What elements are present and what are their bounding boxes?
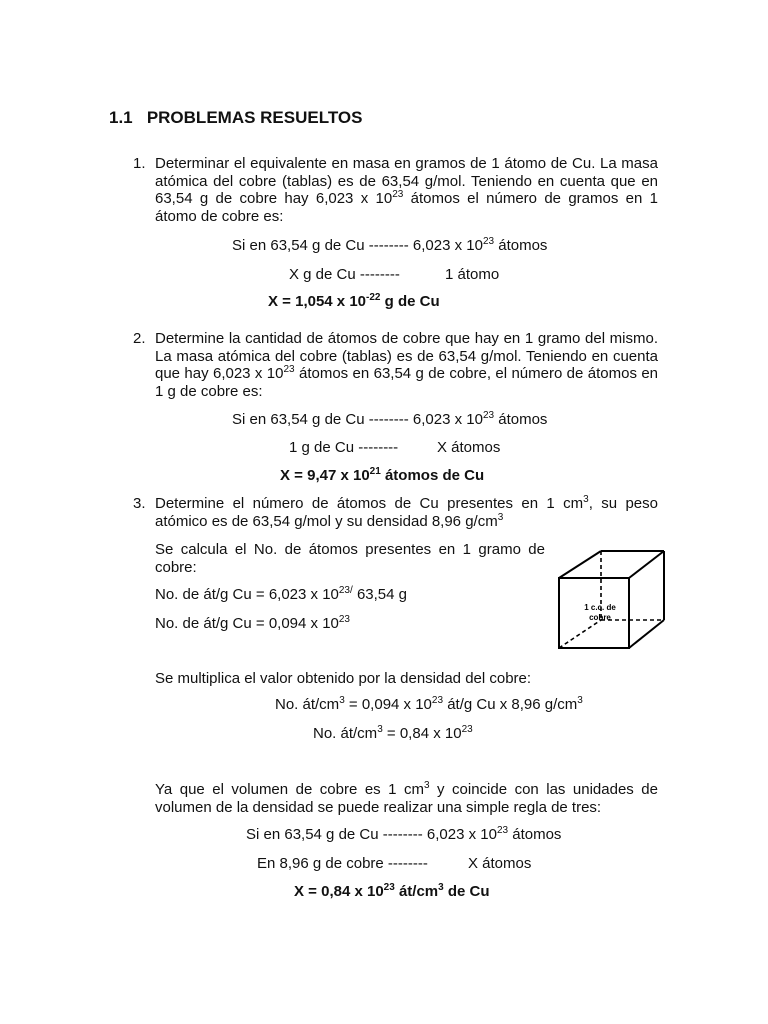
section-title: PROBLEMAS RESUELTOS (146, 108, 363, 127)
problem-3-calc-line-2: No. de át/g Cu = 0,094 x $10^{23}$ (155, 614, 350, 632)
problem-1-statement: Determinar el equivalente en masa en gramos de 1 átomo de Cu. La masa atómica del cobre (tablas) es de 63,54 g/mol. Teniendo en cuenta que en 63,54 g de cobre hay 6,023 x $10^{23}$ átomos el número de gramos en 1 átomo de cobre es: (155, 155, 658, 225)
problem-2-rule-line-2-right: X átomos (437, 439, 501, 456)
problem-3-calc-intro: Se calcula el No. de átomos presentes en 1 gramo de cobre: (155, 541, 545, 576)
problem-3-volume-note: Ya que el volumen de cobre es 1 $cm^3$ y coincide con las unidades de volumen de la densidad se puede realizar una simple regla de tres: (155, 780, 658, 816)
problem-1-result: X = 1,054 x $10^{-22}$ g de Cu (268, 292, 440, 310)
problem-1-rule-line-2: X g de Cu -------- (289, 266, 400, 283)
cube-label-line-2: cobre (589, 613, 611, 622)
problem-1-rule-line-1: Si en 63,54 g de Cu -------- 6,023 x $10^{23}$ átomos (232, 236, 548, 254)
problem-3-calc-line-1: No. de át/g Cu = 6,023 x $10^{23/}$ 63,54 g (155, 585, 407, 603)
section-number: 1.1 (109, 108, 133, 127)
problem-3-rule-line-2: En 8,96 g de cobre -------- (257, 855, 428, 872)
problem-1-number: 1. (133, 155, 146, 172)
problem-2-statement: Determine la cantidad de átomos de cobre que hay en 1 gramo del mismo. La masa atómica del cobre (tablas) es de 63,54 g/mol. Teniendo en cuenta que hay 6,023 x $10^{23}$ átomos en 63,54 g de cobre, el número de átomos en 1 g de cobre es: (155, 330, 659, 400)
section-heading (109, 108, 362, 128)
problem-3-result: X = 0,84 x $10^{23}$ $át/cm^3$ de Cu (294, 882, 490, 900)
problem-3-rule-line-2-right: X átomos (468, 855, 532, 872)
copper-cube-figure (556, 548, 668, 650)
problem-2-result: X = 9,47 x $10^{21}$ átomos de Cu (280, 466, 485, 484)
problem-1-rule-line-2-right: 1 átomo (445, 266, 500, 283)
cube-drawing (556, 548, 668, 650)
problem-2-rule-line-1: Si en 63,54 g de Cu -------- 6,023 x $10^{23}$ átomos (232, 410, 548, 428)
problem-3-mult-line-1: No. $át/cm^3 = 0,094$ x $10^{23}$ át/g Cu x 8,96 $g/cm^3$ (275, 695, 583, 713)
problem-2-number: 2. (133, 330, 146, 347)
cube-right-bottom-edge (629, 620, 664, 648)
problem-2-rule-line-2: 1 g de Cu -------- (289, 439, 399, 456)
problem-3-rule-line-1: Si en 63,54 g de Cu -------- 6,023 x $10^{23}$ átomos (246, 825, 562, 843)
problem-3-multiply-intro: Se multiplica el valor obtenido por la densidad del cobre: (155, 670, 532, 687)
cube-top-edge-left (559, 551, 601, 578)
cube-top-edge-right (629, 551, 664, 578)
cube-label-line-1: 1 c.c. de (584, 603, 616, 612)
problem-3-statement: Determine el número de átomos de Cu presentes en 1 $cm^3$, su peso atómico es de 63,54 g/mol y su densidad 8,96 $g/cm^3$ (155, 494, 658, 530)
problem-3-mult-line-2: No. $át/cm^3 = 0,84$ x $10^{23}$ (313, 724, 473, 742)
cube-hidden-diagonal (559, 620, 601, 648)
problem-3-number: 3. (133, 495, 146, 512)
